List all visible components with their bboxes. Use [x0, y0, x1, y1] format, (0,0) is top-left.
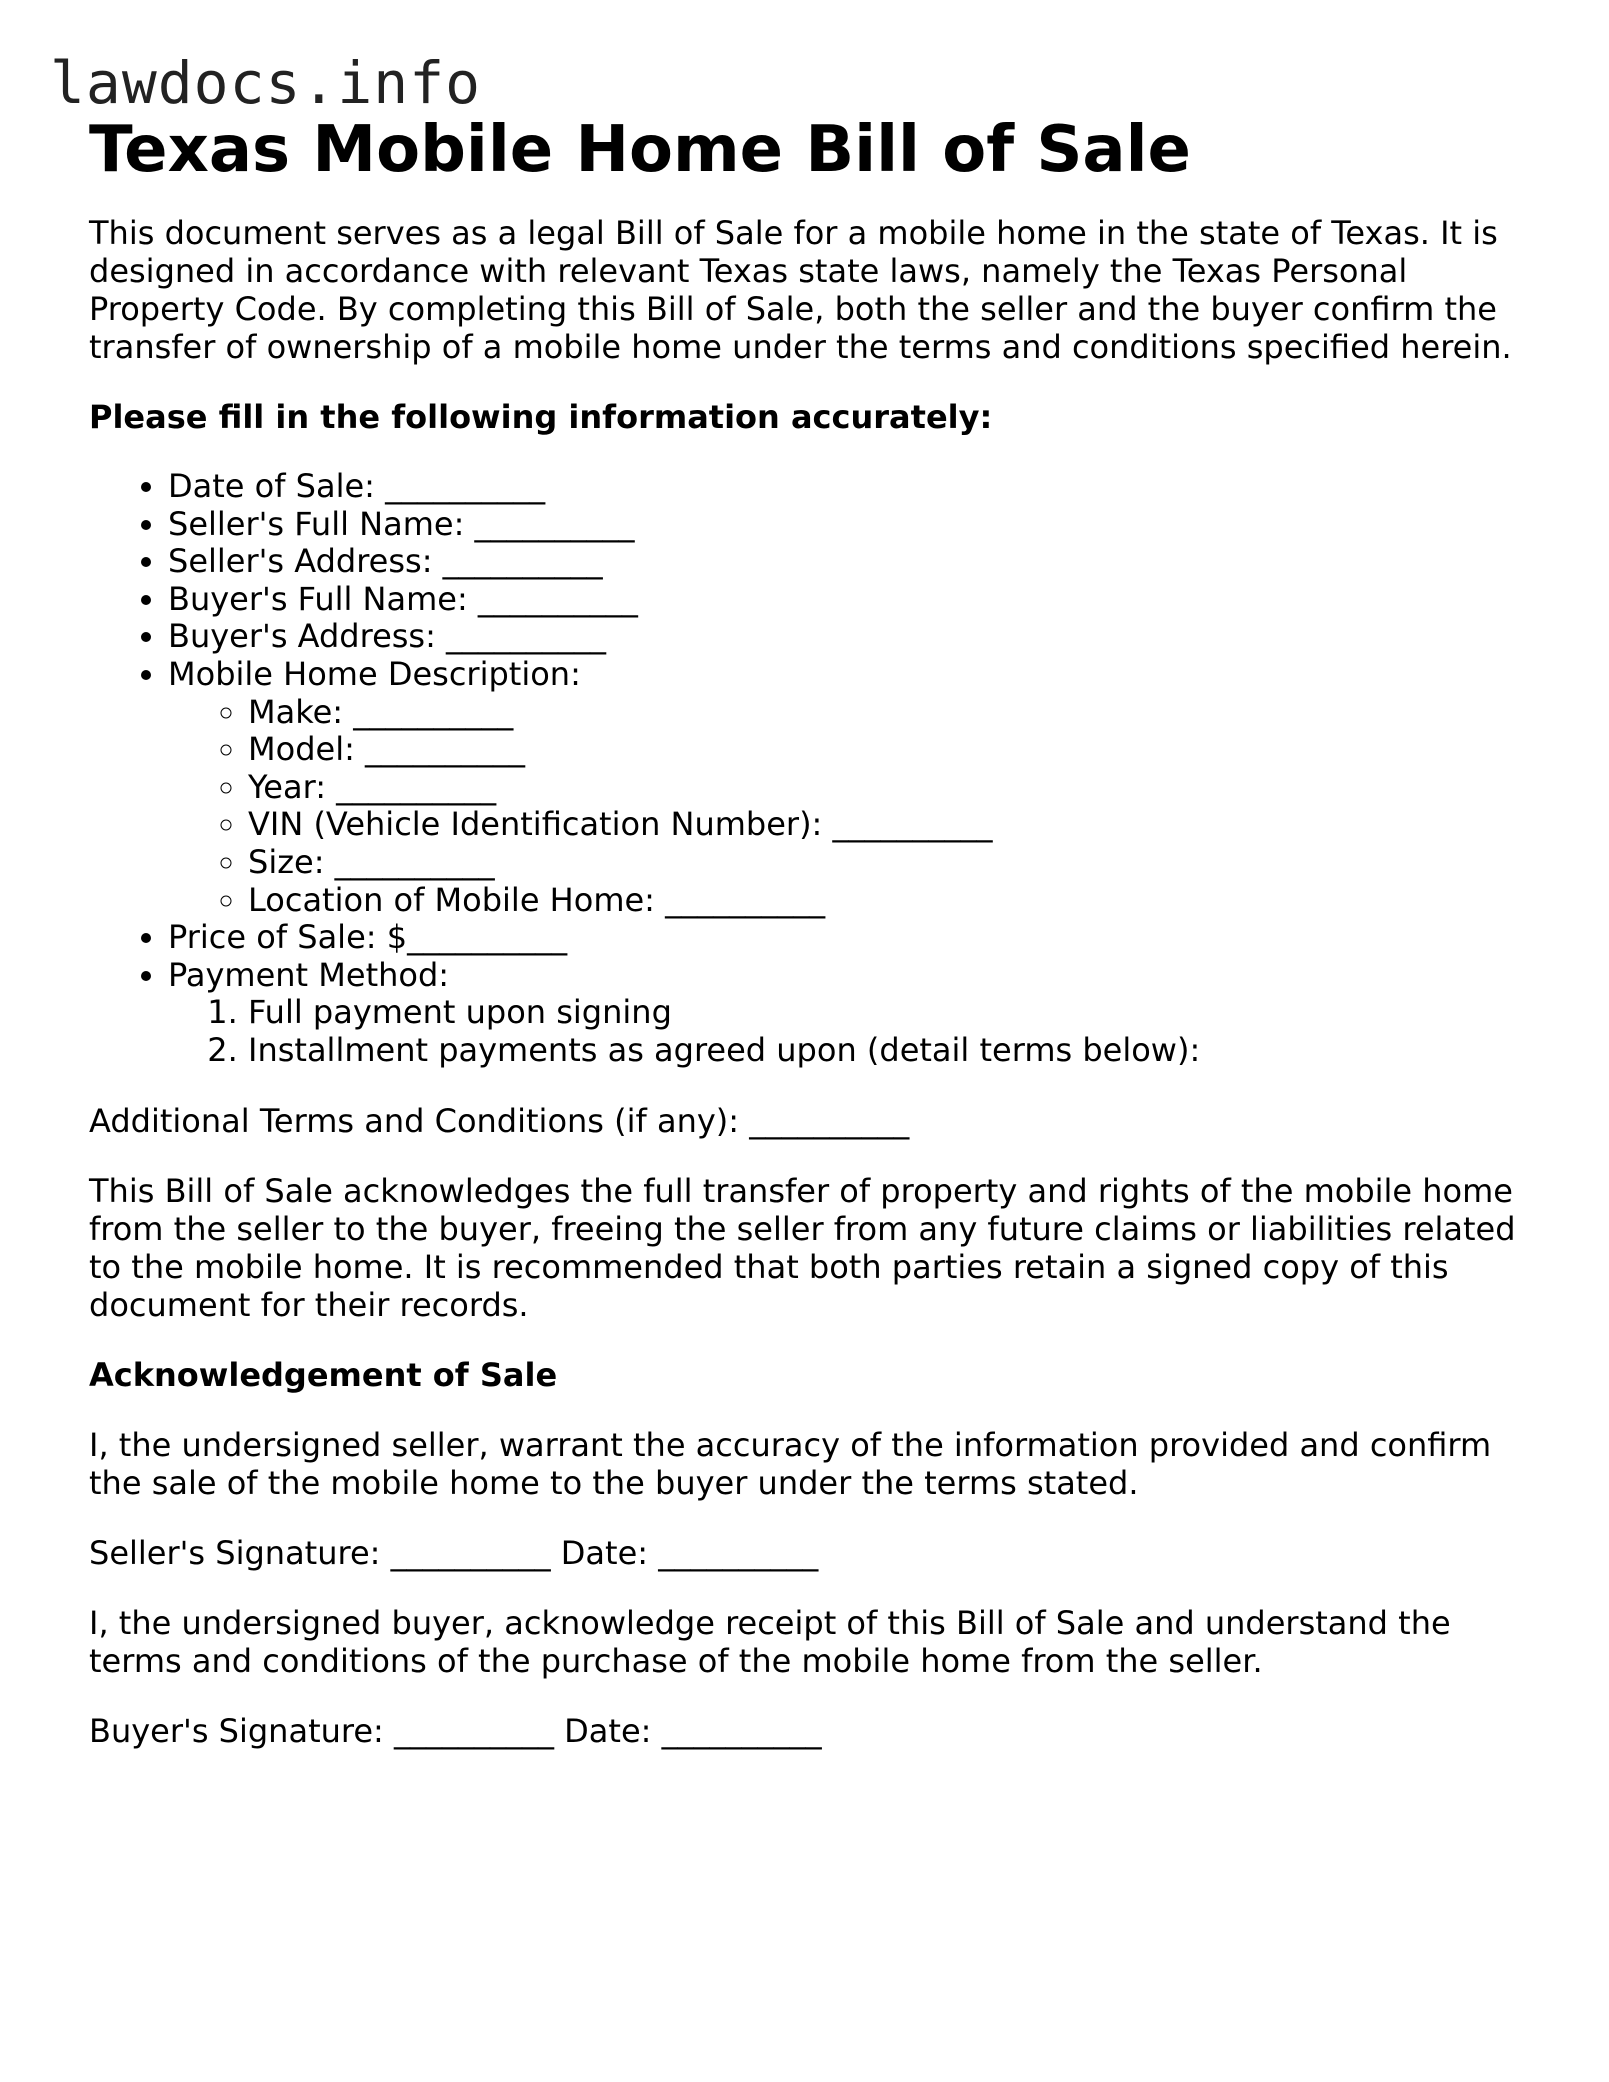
field-mobile-home-description — [168, 656, 1529, 919]
payment-option-installment: 2. Installment payments as agreed upon (detail terms below): — [248, 1032, 1529, 1070]
transfer-paragraph: This Bill of Sale acknowledges the full transfer of property and rights of the mobile home from the seller to the buyer, freeing the seller from any future claims or liabilities related to the mobile home. It is recommended that both parties retain a signed copy of this document for their records. — [89, 1171, 1516, 1324]
payment-method-label: Payment Method: — [168, 955, 450, 994]
intro-paragraph: This document serves as a legal Bill of Sale for a mobile home in the state of Texas. It is designed in accordance with relevant Texas state laws, namely the Texas Personal Property Code. By completing this Bill of Sale, both the seller and the buyer confirm the transfer of ownership of a mobile home under the terms and conditions specified herein. — [89, 214, 1512, 366]
seller-statement: I, the undersigned seller, warrant the accuracy of the information provided and confirm the sale of the mobile home to the buyer under the terms stated. — [89, 1425, 1492, 1502]
field-date-of-sale: • Date of Sale: __________ — [168, 468, 1529, 506]
field-seller-address: • Seller's Address: __________ — [168, 543, 1529, 581]
field-size: ◦ Size: __________ — [248, 844, 1529, 882]
mobile-home-description-list — [168, 694, 1529, 920]
field-model: ◦ Model: __________ — [248, 731, 1529, 769]
acknowledgement-heading: Acknowledgement of Sale — [89, 1355, 558, 1394]
field-make: ◦ Make: __________ — [248, 694, 1529, 732]
mobile-home-description-label: Mobile Home Description: — [168, 654, 581, 693]
field-buyer-address: • Buyer's Address: __________ — [168, 618, 1529, 656]
site-watermark: lawdocs.info — [50, 49, 482, 117]
document-body — [89, 110, 1529, 1782]
additional-terms-line: Additional Terms and Conditions (if any): __________ — [89, 1101, 910, 1140]
seller-signature-line: Seller's Signature: __________ Date: __________ — [89, 1533, 819, 1572]
buyer-statement: I, the undersigned buyer, acknowledge receipt of this Bill of Sale and understand the terms and conditions of the purchase of the mobile home from the seller. — [89, 1603, 1451, 1680]
field-seller-full-name: • Seller's Full Name: __________ — [168, 506, 1529, 544]
buyer-signature-line: Buyer's Signature: __________ Date: __________ — [89, 1711, 822, 1750]
field-buyer-full-name: • Buyer's Full Name: __________ — [168, 581, 1529, 619]
field-price-of-sale: • Price of Sale: $__________ — [168, 919, 1529, 957]
payment-option-full: 1. Full payment upon signing — [248, 994, 1529, 1032]
fill-instructions-heading: Please fill in the following information accurately: — [89, 398, 993, 436]
payment-options-list — [168, 994, 1529, 1069]
information-fields-list — [89, 468, 1529, 1070]
field-payment-method — [168, 957, 1529, 1070]
field-year: ◦ Year: __________ — [248, 769, 1529, 807]
document-title: Texas Mobile Home Bill of Sale — [89, 113, 1191, 187]
field-vin: ◦ VIN (Vehicle Identification Number): __________ — [248, 806, 1529, 844]
field-location: ◦ Location of Mobile Home: __________ — [248, 882, 1529, 920]
